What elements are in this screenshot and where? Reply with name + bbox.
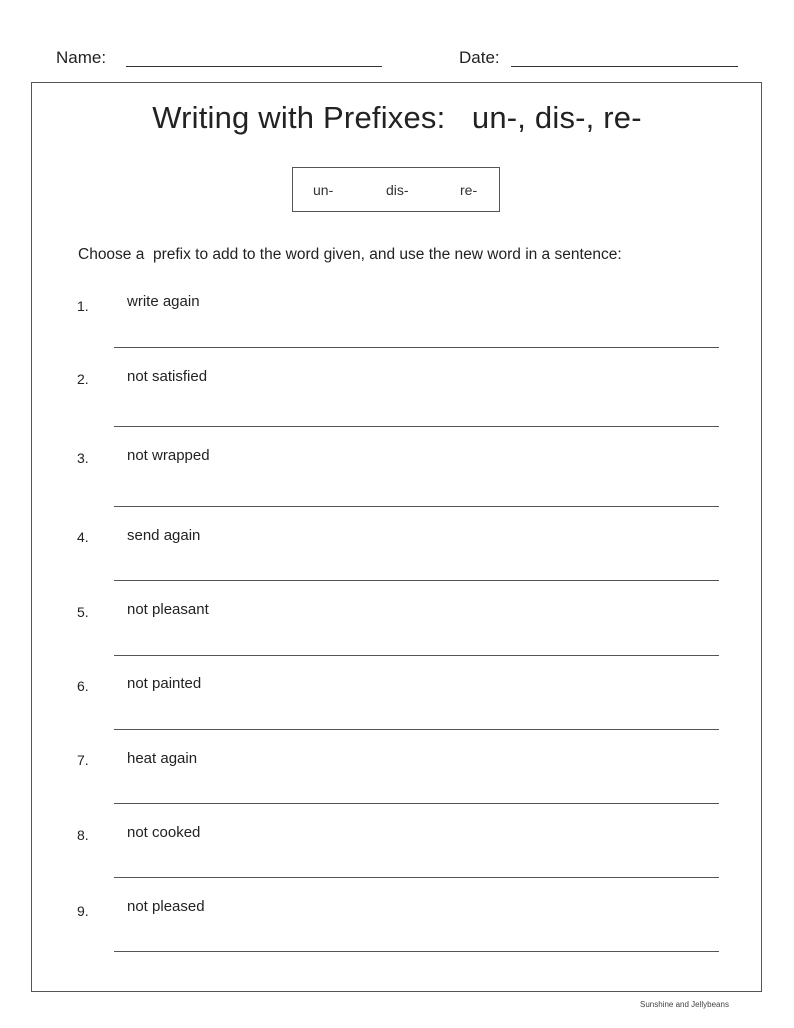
name-label: Name: xyxy=(56,48,107,67)
item-prompt: not pleasant xyxy=(127,601,209,618)
answer-line[interactable] xyxy=(114,655,719,656)
answer-line[interactable] xyxy=(114,951,719,952)
instructions: Choose a prefix to add to the word given, and use the new word in a sentence: xyxy=(78,246,622,263)
answer-line[interactable] xyxy=(114,729,719,730)
prefix-re: re- xyxy=(460,182,478,198)
answer-line[interactable] xyxy=(114,347,719,348)
word-bank-box xyxy=(292,167,500,212)
item-prompt: write again xyxy=(127,293,200,310)
date-label: Date: xyxy=(459,48,500,67)
item-number: 2. xyxy=(77,371,89,387)
item-number: 8. xyxy=(77,827,89,843)
page-title: Writing with Prefixes: un-, dis-, re- xyxy=(152,100,642,135)
item-number: 3. xyxy=(77,450,89,466)
prefix-un: un- xyxy=(313,182,334,198)
date-field-line[interactable] xyxy=(511,66,738,67)
item-prompt: send again xyxy=(127,527,201,544)
answer-line[interactable] xyxy=(114,506,719,507)
answer-line[interactable] xyxy=(114,877,719,878)
item-number: 4. xyxy=(77,529,89,545)
footer-credit: Sunshine and Jellybeans xyxy=(640,1000,729,1009)
item-prompt: heat again xyxy=(127,750,198,767)
item-number: 7. xyxy=(77,752,89,768)
name-field-line[interactable] xyxy=(126,66,382,67)
answer-line[interactable] xyxy=(114,803,719,804)
item-prompt: not pleased xyxy=(127,898,205,915)
item-number: 5. xyxy=(77,604,89,620)
item-prompt: not cooked xyxy=(127,824,201,841)
item-number: 1. xyxy=(77,298,89,314)
item-prompt: not satisfied xyxy=(127,368,208,385)
item-prompt: not painted xyxy=(127,675,202,692)
item-number: 6. xyxy=(77,678,89,694)
answer-line[interactable] xyxy=(114,580,719,581)
item-number: 9. xyxy=(77,903,89,919)
item-prompt: not wrapped xyxy=(127,447,210,464)
prefix-dis: dis- xyxy=(386,182,409,198)
answer-line[interactable] xyxy=(114,426,719,427)
